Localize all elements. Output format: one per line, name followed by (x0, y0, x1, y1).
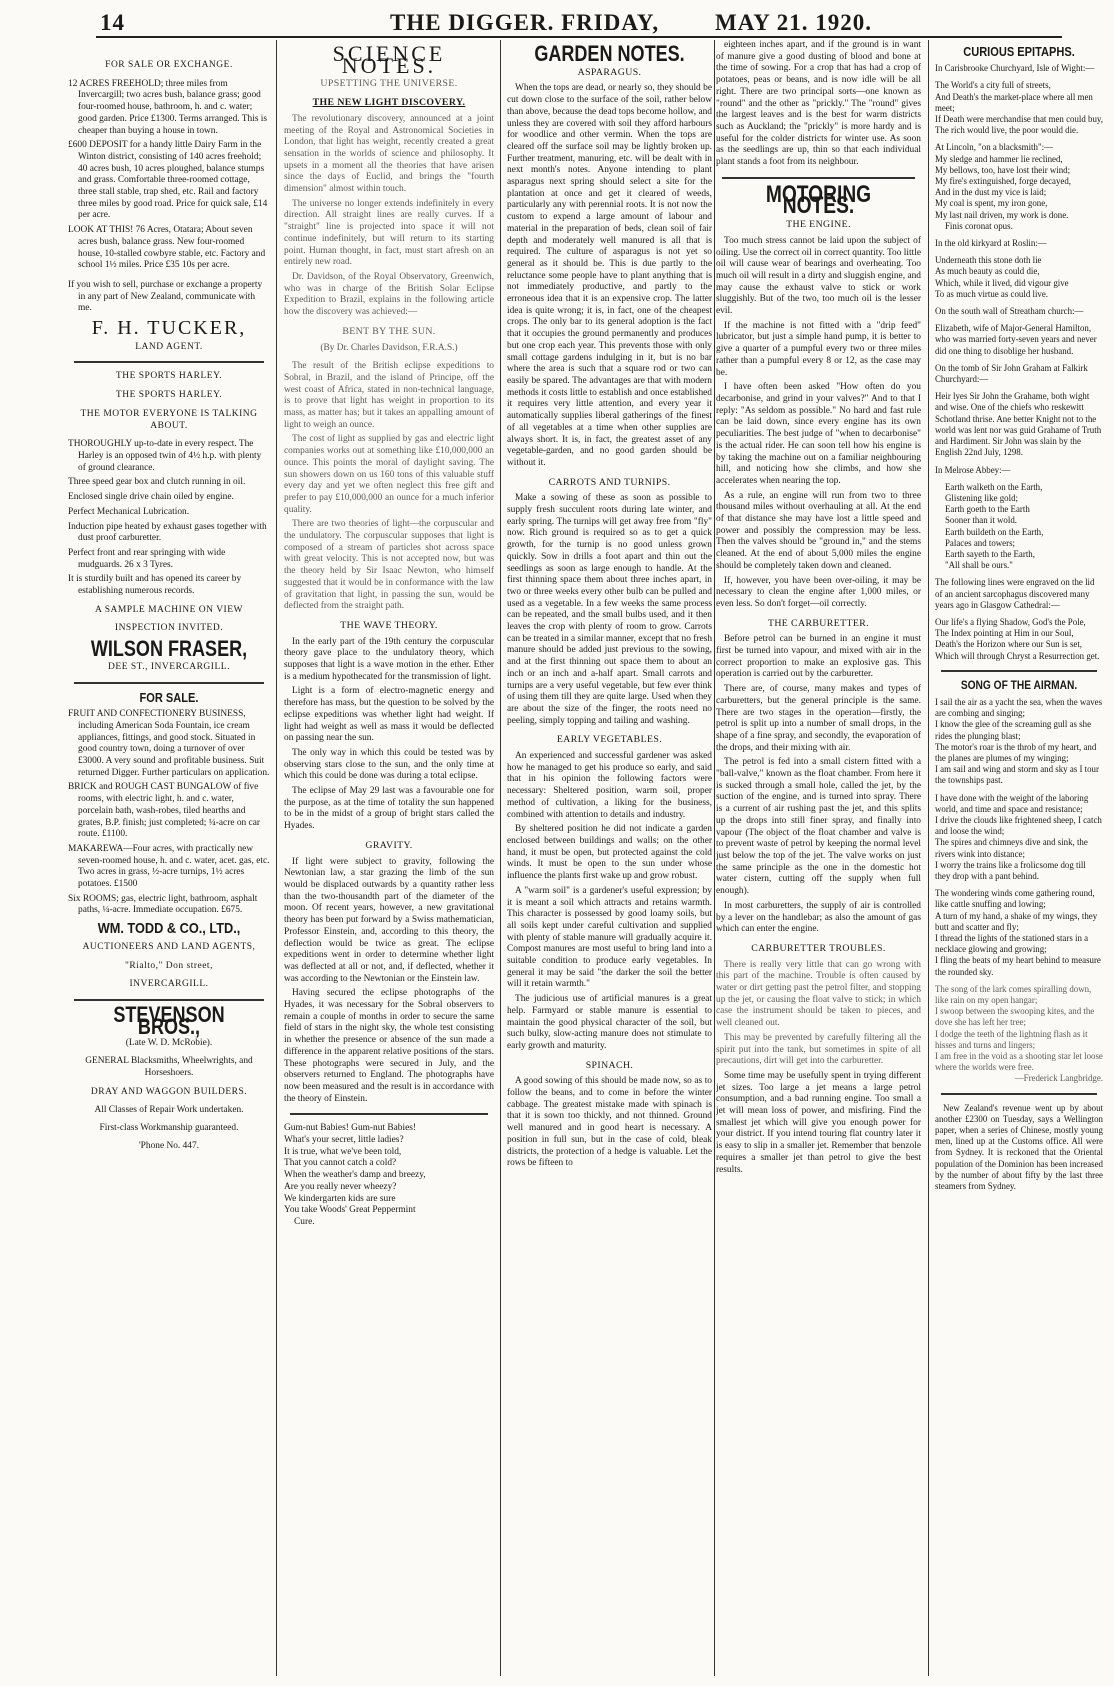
ad-text: GENERAL Blacksmiths, Wheelwrights, and Horseshoers. (85, 1056, 253, 1078)
advertiser-name: F. H. TUCKER, (91, 317, 247, 340)
newspaper-title: THE DIGGER. FRIDAY, (390, 10, 660, 35)
divider (74, 361, 264, 363)
column-motoring-notes (716, 40, 921, 1680)
verse-line: If Death were merchandise that men could buy, (935, 114, 1103, 125)
verse-line: It is true, what we've been told, (284, 1146, 402, 1157)
subheading: UPSETTING THE UNIVERSE. (320, 78, 458, 90)
divider (722, 177, 915, 179)
verse-line: The motor's roar is the throb of my heart, and the planes are plumes of my winging; (935, 741, 1097, 763)
article-paragraph: If the machine is not fitted with a "drip feed" lubricator, but just a simple hand pump, it is better to give a quarter of a pumpful every two or three miles rather than a pumpful every 8 or 12, as the case may be. (716, 320, 921, 378)
verse-line: The song of the lark comes spiralling down, like rain on my open hangar; (935, 983, 1092, 1006)
article-paragraph: As a rule, an engine will run from two to three thousand miles without overhauling at all. At the end of that distance she may have lost a little speed and power and possibly the compression may be less. Then the valves should be "ground in," and the stems cleaned. At the end of about 5,000 miles the engine should be completely taken down and cleaned. (716, 490, 921, 571)
epitaph-intro: In Melrose Abbey:— (935, 464, 1011, 475)
verse-line: Which will through Chryst a Resurrection get. (935, 650, 1100, 661)
article-paragraph: If, however, you have been over-oiling, it may be necessary to clean the engine after 1,000 miles, or even less. So don't forget—oil correctly. (716, 575, 921, 609)
classified-ad: 12 ACRES FREEHOLD; three miles from Invercargill; two acres bush, balance grass; good four-roomed house, bathroom, h. and c. water; good garden. Price £1300. Terms arranged. This is cheaper than buying a house in town. (68, 78, 268, 136)
advertiser-title: LAND AGENT. (135, 341, 203, 352)
verse-line: And Death's the market-place where all men meet; (935, 91, 1093, 113)
advert-verse (284, 1123, 494, 1228)
verse-line: My coal is spent, my iron gone, (935, 198, 1048, 209)
article-paragraph: There is really very little that can go wrong with this part of the machine. Trouble is often caused by water or dirt getting past the petrol filter, and stopping up the jet, or causing the float valve to stick; in which case the instrument should be taken to pieces, and well cleaned out. (716, 959, 921, 1029)
article-paragraph: In the early part of the 19th century the corpuscular theory gave place to the undulatory theory, which supposes that light is a wave motion in the ether. Ether is a medium hypothecated for the transmission of light. (284, 636, 494, 682)
epitaph-intro: The following lines were engraved on the lid of an ancient sarcophagus discovered many years ago in Glasgow Cathedral:— (935, 577, 1095, 610)
verse-line: I am sail and wing and storm and sky as I tour the townships past. (935, 764, 1099, 786)
section-heading: GARDEN NOTES. (534, 41, 685, 66)
article-paragraph: By sheltered position he did not indicate a garden enclosed between buildings and walls; on the other hand, it must be open, but protected against the cold winds. It must be open to the sun under whose influence the plants first wake up and grow robust. (507, 824, 712, 882)
ad-text: THOROUGHLY up-to-date in every respect. The Harley is an opposed twin of 4½ h.p. with plenty of ground clearance. (68, 439, 262, 473)
verse-line: The wondering winds come gathering round, like cattle snuffing and lowing; (935, 888, 1095, 910)
article-paragraph: The revolutionary discovery, announced at a joint meeting of the Royal and Astronomical Societies in London, that light has weight, recently created a great sensation in the worlds of science and philosophy. It upsets in a moment all the theories that have arisen since the days of Euclid, and brings the "fourth dimension" almost within touch. (284, 113, 494, 195)
article-paragraph: Having secured the eclipse photographs of the Hyades, it was necessary for the Sobral observers to remain a couple of months in order to secure the same field of stars in the night sky, the whole test consisting in whether the presence or absence of the sun made a difference in the apparent relative positions of the stars. These photographs were secured in July, and the observers returned to England. The photographs have now been measured and the result is in accordance with the theory of Einstein. (284, 988, 494, 1104)
verse-line: You take Woods' Great Peppermint (284, 1205, 416, 1216)
ad-text: Three speed gear box and clutch running in oil. (68, 477, 246, 488)
subheading: THE NEW LIGHT DISCOVERY. (312, 97, 466, 109)
advertiser-address: DEE ST., INVERCARGILL. (108, 661, 230, 672)
verse-line: I sail the air as a yacht the sea, when the waves are combing and singing; (935, 696, 1103, 719)
section-heading: MOTORING NOTES. (765, 180, 872, 220)
advertiser-name: WM. TODD & CO., LTD., (97, 920, 241, 938)
section-heading: SONG OF THE AIRMAN. (960, 677, 1078, 692)
ad-text: Enclosed single drive chain oiled by engine. (68, 492, 234, 503)
section-heading: FOR SALE. (139, 689, 199, 705)
verse-line: The rich would live, the poor would die. (935, 125, 1079, 136)
article-paragraph: The result of the British eclipse expeditions to Sobral, in Brazil, and the island of Principe, off the west coast of Africa, stated in non-technical language, is to prove that light has weight in proportion to its mass, as matter has; but it takes an appalling amount of light to weigh an ounce. (284, 361, 494, 430)
article-paragraph: The only way in which this could be tested was by observing stars close to the sun, and the only time at which this could be done was during a total eclipse. (284, 747, 494, 782)
divider (941, 1093, 1097, 1095)
column-epitaphs (935, 40, 1103, 1680)
poem-author: —Frederick Langbridge. (1014, 1073, 1103, 1084)
verse-line: My last nail driven, my work is done. (935, 209, 1069, 220)
issue-date: MAY 21. 1920. (715, 10, 872, 35)
article-paragraph: The petrol is fed into a small cistern fitted with a "ball-valve," known as the float chamber. From here it is sucked through a small hole, called the jet, by the suction of the engine, and is turned into spray. There is a current of air rushing past the jet, and this splits up the drops into still finer spray, and finally into vapour (The object of the float chamber and valve is to prevent waste of petrol by keeping the normal level just below the top of the jet. The valve works on just the same principle as the one in the domestic hot water cistern, cutting off the supply when full enough). (716, 757, 921, 897)
verse-line: The spires and chimneys dive and sink, the rivers wink into distance; (935, 837, 1088, 859)
masthead (100, 10, 1060, 36)
divider (290, 1113, 488, 1115)
verse-line: As much beauty as could die, (935, 266, 1040, 277)
classified-ad: MAKAREWA—Four acres, with practically new seven-roomed house, h. and c. water, acet. gas, etc. Two acres in grass, ½-acre turnips, 1½ acres potatoes. £1500 (68, 843, 270, 890)
verse-line: To as much virtue as could live. (935, 288, 1048, 299)
subheading: EARLY VEGETABLES. (556, 734, 663, 746)
article-paragraph: An experienced and successful gardener was asked how he managed to get his produce so early, and said that in his opinion the following factors were necessary: Sheltered position, warm soil, proper method of cultivation, a liking for the business, combined with attention to details and industry. (507, 751, 712, 820)
article-paragraph: Light is a form of electro-magnetic energy and therefore has mass, but the question to be solved by the eclipse expeditions was whether light had weight. If light had weight as well as mass it would be deflected on passing near the sun. (284, 686, 494, 744)
ad-text: Perfect front and rear springing with wide mudguards. 26 x 3 Tyres. (68, 547, 226, 570)
classified-ad: If you wish to sell, purchase or exchange a property in any part of New Zealand, communicate with me. (68, 279, 263, 314)
verse-line: I know the glee of the screaming gull as she rides the plunging blast; (935, 719, 1092, 741)
verse-line: Underneath this stone doth lie (935, 255, 1042, 266)
verse-line: Sooner than it wold. (945, 515, 1017, 526)
ad-text: Perfect Mechanical Lubrication. (68, 506, 190, 517)
verse-line: Glistening like gold; (945, 492, 1018, 503)
verse-line: And in the dust my vice is laid; (935, 187, 1047, 198)
article-paragraph: There are, of course, many makes and types of carburetters, but the general principle is the same. There are two stages in the operation—firstly, the petrol is split up into a number of small drops, in the shape of a fine spray, and secondly, the evaporation of the drops, and their mixing with air. (716, 684, 921, 753)
section-heading: CURIOUS EPITAPHS. (963, 44, 1075, 59)
verse-line: I fling the beats of my heart behind to measure the rounded sky. (935, 955, 1101, 977)
article-paragraph: A good sowing of this should be made now, so as to follow the beans, and to come in before the winter cabbage. The greatest mistake made with spinach is that it is sown too thickly, and not thinned. Ground well manured and in good heart is necessary. A position in full sun, but in the case of cold, bleak districts, the protection of a hedge is valuable. Let the rows be fifteen to (507, 1076, 712, 1169)
ad-text: INSPECTION INVITED. (114, 623, 224, 634)
verse-line: Earth goeth to the Earth (945, 504, 1030, 515)
column-classifieds (68, 40, 270, 1680)
article-paragraph: There are two theories of light—the corpuscular and the undulatory. The corpuscular supposes that light is composed of a stream of particles shot across space with great velocity. This is not accepted now, but was the theory held by Sir Isaac Newton, who himself suggested that it would be in conformance with the law of gravitation that light, in passing the sun, would be deflected from the straight path. (284, 519, 494, 612)
verse-line: Palaces and towers; (945, 537, 1015, 548)
ad-text: (Late W. D. McRobie). (125, 1038, 213, 1049)
verse-line: That you cannot catch a cold? (284, 1158, 397, 1169)
verse-line: We kindergarten kids are sure (284, 1193, 396, 1204)
column-divider (928, 40, 929, 1676)
ad-heading: THE MOTOR EVERYONE IS TALKING ABOUT. (80, 408, 258, 431)
article-paragraph: This may be prevented by carefully filtering all the spirit put into the tank, but sometimes in spite of all precautions, dirt will get into the carburetter. (716, 1032, 921, 1067)
ad-heading: THE SPORTS HARLEY. (115, 371, 223, 382)
verse-line: Death's the Horizon where our Sun is set, (935, 639, 1083, 650)
epitaph-intro: At Lincoln, "on a blacksmith":— (935, 142, 1053, 153)
column-science-notes (284, 40, 494, 1680)
verse-line: My sledge and hammer lie reclined, (935, 153, 1063, 164)
article-paragraph: The eclipse of May 29 last was a favourable one for the purpose, as at the time of totality the sun happened to be in the midst of a group of bright stars called the Hyades. (284, 786, 494, 832)
verse-line: Earth buildeth on the Earth, (945, 526, 1044, 537)
subheading: ASPARAGUS. (577, 66, 642, 78)
subheading: THE CARBURETTER. (767, 617, 870, 629)
verse-line: A turn of my hand, a shake of my wings, they butt and scatter and fly; (935, 910, 1098, 932)
verse-line: Elizabeth, wife of Major-General Hamilton, who was married forty-seven years and never did one thing to disoblige her husband. (935, 323, 1097, 356)
section-heading: FOR SALE OR EXCHANGE. (105, 60, 233, 70)
article-paragraph: Some time may be usefully spent in trying different jet sizes. Too large a jet means a large petrol consumption, and a bad running engine. Too small a jet will mean loss of power, and misfiring. Find the smallest jet which will give you enough power for your district. If you intend touring flat country later it is easy to slip in a smaller jet. Remember that benzole requires a smaller jet than petrol to give the best results. (716, 1070, 921, 1175)
verse-line: I worry the trains like a frolicsome dog till they drop with a pant behind. (935, 859, 1086, 881)
article-paragraph: New Zealand's revenue went up by about another £2300 on Tuesday, says a Wellington paper, when a series of Chinese, mostly young men, lined up at the Customs office. All were from Sydney. It is reckoned that the Oriental population of the Dominion has been increased by the number of about fifty by the last three steamers from Sydney. (935, 1102, 1103, 1192)
verse-line: "All shall be ours." (945, 560, 1013, 571)
column-divider (500, 40, 501, 1676)
verse-line: Heir lyes Sir John the Grahame, both wight and wise. One of the chiefs who reskewitt Schotland thrise. Ane better Knight not to the world was lent nor was guid Grahame of Truth and Hardiment. Sir John was slain by the English 22nd July, 1298. (935, 391, 1102, 458)
subheading: CARROTS AND TURNIPS. (548, 476, 671, 488)
advertiser-name: WILSON FRASER, (90, 636, 248, 662)
epitaph-intro: On the tomb of Sir John Graham at Falkirk Churchyard:— (935, 362, 1088, 385)
divider (74, 999, 264, 1001)
verse-line: Earth sayeth to the Earth, (945, 548, 1035, 559)
epitaph-intro: In Carisbrooke Churchyard, Isle of Wight:— (935, 63, 1095, 74)
classified-ad: LOOK AT THIS! 76 Acres, Otatara; About seven acres bush, balance grass. New four-roomed house, 10-stalled cowbyre stable, etc. Factory and school 1½ miles. Price £35 10s per acre. (68, 225, 266, 271)
verse-line: I have done with the weight of the laboring world, and time and space and resistance; (935, 792, 1089, 814)
advertiser-title: AUCTIONEERS AND LAND AGENTS, (82, 941, 256, 952)
column-divider (276, 40, 277, 1676)
poem-block (935, 697, 1103, 1085)
article-paragraph: Too much stress cannot be laid upon the subject of oiling. Use the correct oil in correct quantity. Too little oil will cause wear of bearings and overheating. Too much oil will result in a dirty and sluggish engine, and may cause the exhaust valve to stick or work sluggishly. But of the two, too much oil is the lesser evil. (716, 235, 921, 317)
verse-line: I swoop between the swooping kites, and the dove she has left her tree; (935, 1006, 1095, 1028)
verse-line: Gum-nut Babies! Gum-nut Babies! (284, 1123, 417, 1134)
advertiser-name: STEVENSON BROS., (113, 1002, 225, 1039)
ad-text: Induction pipe heated by exhaust gases together with dust proof carburetter. (68, 521, 267, 544)
divider (941, 670, 1097, 672)
verse-line: Which, while it lived, did vigour give (935, 277, 1069, 288)
article-paragraph: Dr. Davidson, of the Royal Observatory, Greenwich, who was in charge of the British Solar Eclipse Expedition to Brazil, explains in the following article how the discovery was achieved:— (284, 271, 494, 318)
article-paragraph: eighteen inches apart, and if the ground is in want of manure give a good dusting of blood and bone at the time of sowing. For a crop that has had a crop of potatoes, peas or beans, and is now idle will be all right. There are two principal sorts—one known as "round" and the other as "prickly." The "round" gives the largest leaves and is the best for warm districts such as Auckland; the "prickly" is more hardy and is useful for the colder districts for winter use. As soon as the seedlings are up, thin so that each individual plant stands a foot from its neighbour. (716, 40, 921, 168)
column-divider (714, 40, 715, 1676)
epitaph-intro: In the old kirkyard at Roslin:— (935, 238, 1047, 249)
subheading: BENT BY THE SUN. (342, 325, 436, 337)
verse-line: My bellows, too, have lost their wind; (935, 164, 1071, 175)
page-number: 14 (100, 10, 125, 35)
subheading: GRAVITY. (365, 839, 413, 851)
section-heading: SCIENCE NOTES. (332, 41, 446, 78)
article-paragraph: I have often been asked "How often do you decarbonise, and grind in your valves?" And to that I reply: "As seldom as possible." No hard and fast rule can be laid down, since every engine has its own peculiarities. The best judge of "when to decarbonise" is the actual rider. He can soon tell how his engine is by taking the machine out on a familiar neighbouring hill, and noticing how she climbs, and how she accelerates when nearing the top. (716, 382, 921, 486)
subheading: THE ENGINE. (786, 219, 851, 231)
verse-line: The World's a city full of streets, (935, 80, 1051, 91)
ad-text: DRAY AND WAGGON BUILDERS. (90, 1086, 248, 1097)
verse-line: Earth walketh on the Earth, (945, 481, 1043, 492)
article-paragraph: Make a sowing of these as soon as possible to supply fresh succulent roots during late winter, and early spring. The turnips will get away free from "fly" now. Rich ground is required so as to get a quick growth, for the turnip is no good unless grown quickly. Sow in drills a foot apart and thin out the seedlings as soon as large enough to handle. At the first thinning space them about three inches apart, in two or three weeks every other bulb can be pulled and used as a vegetable. In a few weeks the same process can be repeated, and the small bulbs used, and it then leaves the crop with plenty of room to grow. Carrots can be treated in a similar manner, except that no fresh manure should be added just previous to the sowing, and at the first thinning out space them to about an inch or an inch and a-half apart. Small carrots and turnips are a very useful vegetable, but few ever think of using them till they are quite large. Used when they are about the size of the finger, the roots need no peeling, simply topping and tailing and washing. (507, 493, 712, 726)
verse-line: Finis coronat opus. (945, 220, 1013, 231)
verse-line: Cure. (294, 1216, 315, 1227)
ad-text: First-class Workmanship guaranteed. (99, 1122, 239, 1133)
classified-ad: Six ROOMS; gas, electric light, bathroom, asphalt paths, ¼-acre. Immediate occupation. £675. (68, 893, 258, 916)
subheading: THE WAVE THEORY. (340, 619, 438, 631)
article-paragraph: Before petrol can be burned in an engine it must first be turned into vapour, and mixed with air in the correct proportion to make an explosive gas. This operation is carried out by the carburetter. (716, 634, 921, 680)
divider (74, 682, 264, 684)
subheading: CARBURETTER TROUBLES. (751, 942, 886, 954)
article-paragraph: When the tops are dead, or nearly so, they should be cut down close to the surface of the soil, rather below than above, because the dead tops become hollow, and unless they are covered with soil they afford harbours for woodlice and other vermin. When the tops are cleared off the surface soil may be lightly broken up. Further treatment, manuring, etc. will be dealt with in next month's notes. Anyone intending to plant asparagus next spring should select a site for the plantation at once and get it cleared of weeds, particularly any with perennial roots. It is not now the custom to expend a large amount of labour and material in the preparation of beds, clean soil of fair depth and moderately well manured is all that is required. The culture of asparagus is not yet so general as it should be. This is due partly to the reluctance some people have to plant anything that is not immediately productive, and partly to the erroneous idea that it is an expensive crop. The latter idea is quite wrong; it is, in fact, one of the cheapest crops. The only bar to its general adoption is the fact that it occupies the ground permanently and produces but one crop each year. This prevents those with only small cottage gardens indulging in it, but is no bar where the area is such that a square rod or two can easily be spared. The advantages are that with modern methods it costs little to establish and once established it requires very little attention, and every year it automatically supplies liberal gatherings of the finest of all vegetables at a time when other supplies are always short. It is, in fact, the greatest asset of any vegetable-garden, and no good garden should be without it. (507, 83, 712, 468)
subheading: SPINACH. (585, 1059, 634, 1071)
article-paragraph: If light were subject to gravity, following the Newtonian law, a star grazing the limb of the sun would be displaced outwards by a quantity rather less than the two-thousandth part of the diameter of the moon. Of recent years, however, a new gravitational theory has been put forward by a Swiss mathematician, Professor Einstein, and, according to this theory, the deflection would be twice as great. The eclipse expeditions went in order to determine whether light was deflected at all or not, and, if deflected, whether it was according to the Newtonian or the Einstein law. (284, 856, 494, 984)
verse-line: Are you really never wheezy? (284, 1181, 397, 1192)
advertiser-address: INVERCARGILL. (129, 979, 209, 990)
verse-line: What's your secret, little ladies? (284, 1135, 404, 1146)
article-paragraph: A "warm soil" is a gardener's useful expression; by it is meant a soil which attracts and retains warmth. This character is possessed by good loamy soils, but all soils kept under careful cultivation and supplied with plenty of stable manure will gradually acquire it. Compost manures are most useful to bring land into a suitable condition to produce early vegetables. In general it may be said "the darker the soil the better will it retain warmth." (507, 885, 712, 990)
article-paragraph: In most carburetters, the supply of air is controlled by a lever on the handlebar; as also the amount of gas which can enter the engine. (716, 900, 921, 935)
byline: (By Dr. Charles Davidson, F.R.A.S.) (320, 343, 458, 354)
ad-text: 'Phone No. 447. (138, 1140, 200, 1151)
verse-line: I dodge the teeth of the lightning flash as it hisses and turns and lingers; (935, 1028, 1088, 1050)
verse-line: I drive the clouds like frightened sheep, I catch and loose the wind; (935, 814, 1102, 837)
verse-line: My fire's extinguished, forge decayed, (935, 176, 1071, 187)
ad-text: A SAMPLE MACHINE ON VIEW (95, 604, 243, 615)
verse-line: I thread the lights of the stationed stars in a necklace glowing and growing; (935, 933, 1089, 955)
classified-ad: BRICK and ROUGH CAST BUNGALOW of five rooms, with electric light, h. and c. water, porcelain bath, wash-robes, tiled hearths and grates, B.P. finish; just completed; ¼-acre on car route. £1100. (68, 782, 260, 840)
epitaph-intro: On the south wall of Streatham church:— (935, 306, 1084, 317)
epitaph-block (935, 63, 1103, 662)
advertiser-address: "Rialto," Don street, (125, 960, 213, 971)
ad-heading: THE SPORTS HARLEY. (115, 390, 223, 401)
article-paragraph: The universe no longer extends indefinitely in every direction. All straight lines are really curves. If a "straight" line is projected into space it will not continue indefinitely, but will return to its starting point. Human thought, in fact, must start afresh on an entirely new road. (284, 198, 494, 268)
classified-ad: FRUIT AND CONFECTIONERY BUSINESS, including American Soda Fountain, ice cream appliances, fittings, and good stock. Situated in good country town, doing a turnover of over £3000. A very sound and profitable business. Suit returned Digger. Further particulars on application. (68, 709, 270, 778)
verse-line: I am free in the void as a shooting star let loose where the worlds were free. (935, 1051, 1103, 1073)
ad-text: All Classes of Repair Work undertaken. (94, 1105, 244, 1116)
ad-text: It is sturdily built and has opened its career by establishing numerous records. (68, 574, 242, 597)
column-garden-notes (507, 40, 712, 1680)
article-paragraph: The judicious use of artificial manures is a great help. Farmyard or stable manure is essential to maintain the good physical character of the soil, but such bulky, slow-acting manure does not stimulate to early growth and maturity. (507, 994, 712, 1051)
verse-line: Our life's a flying Shadow, God's the Pole, (935, 616, 1086, 627)
classified-ad: £600 DEPOSIT for a handy little Dairy Farm in the Winton district, consisting of 140 acres freehold; 40 acres bush, 10 acres ploughed, balance stumps and grass. Comfortable three-roomed cottage, three stall stable, trap shed, etc. Rail and factory three miles by good road. Price for quick sale, £14 per acre. (68, 140, 268, 221)
masthead-rule (96, 36, 1062, 38)
article-paragraph: The cost of light as supplied by gas and electric light companies works out at something like £10,000,000 an ounce. This points the moral of daylight saving. The sun showers down on us 160 tons of this valuable stuff every day and yet we often neglect this free gift and prefer to pay £10,000,000 an ounce for a much inferior quality. (284, 434, 494, 515)
verse-line: The Index pointing at Him in our Soul, (935, 628, 1074, 639)
verse-line: When the weather's damp and breezy, (284, 1170, 426, 1181)
